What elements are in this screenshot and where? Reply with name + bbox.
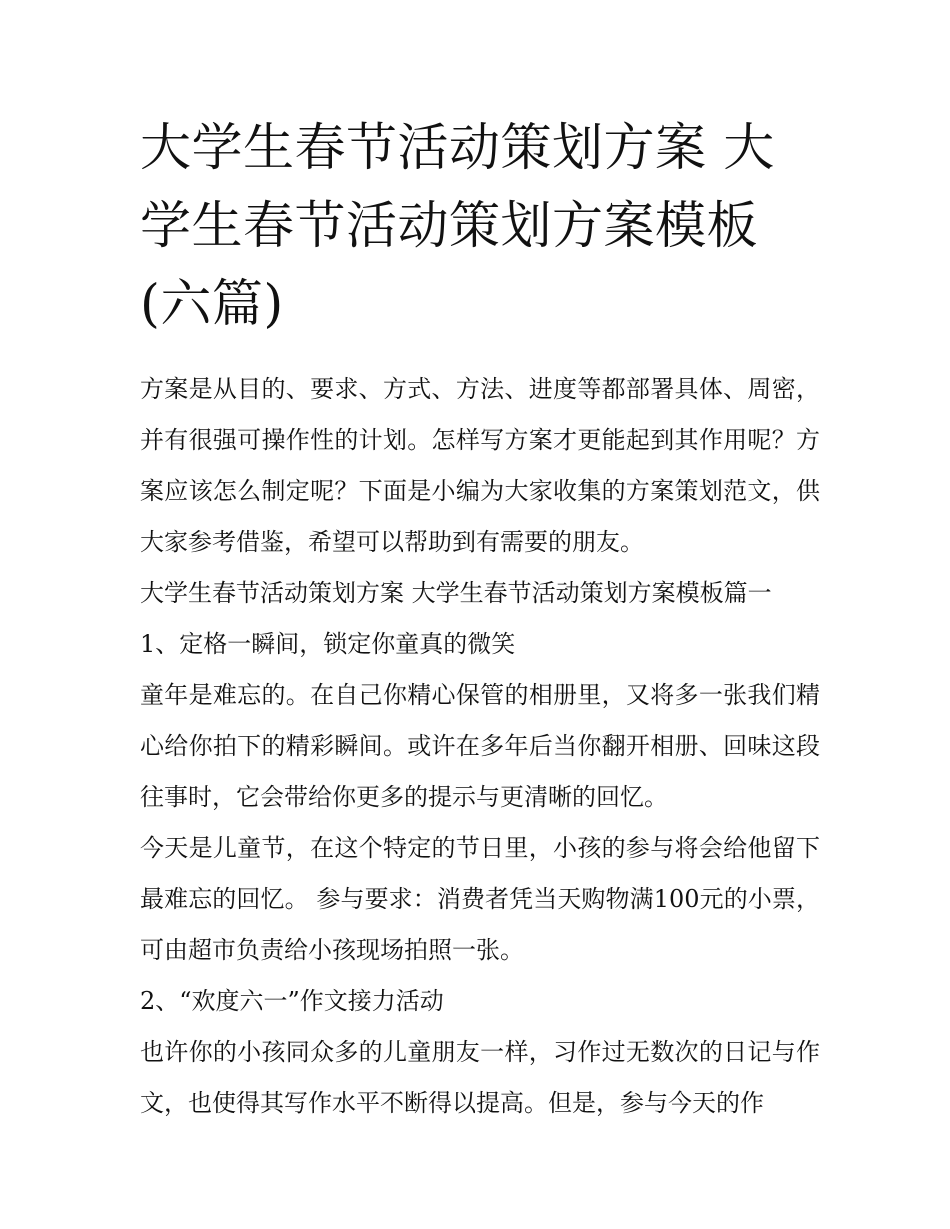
section-heading: 大学生春节活动策划方案 大学生春节活动策划方案模板篇一	[140, 579, 772, 607]
item-heading-2: 2、“欢度六一”作文接力活动	[140, 987, 444, 1015]
body-paragraph: 也许你的小孩同众多的儿童朋友一样，习作过无数次的日记与作文，也使得其写作水平不断得以提高。但是，参与今天的作	[140, 1038, 820, 1117]
intro-paragraph: 方案是从目的、要求、方式、方法、进度等都部署具体、周密，并有很强可操作性的计划。怎样写方案才更能起到其作用呢？方案应该怎么制定呢？下面是小编为大家收集的方案策划范文，供大家参考借鉴，希望可以帮助到有需要的朋友。	[140, 375, 820, 556]
item-heading-1: 1、定格一瞬间，锁定你童真的微笑	[140, 630, 516, 658]
body-paragraph: 今天是儿童节，在这个特定的节日里，小孩的参与将会给他留下最难忘的回忆。 参与要求：消费者凭当天购物满100元的小票，可由超市负责给小孩现场拍照一张。	[140, 834, 820, 964]
body-paragraph: 童年是难忘的。在自己你精心保管的相册里，又将多一张我们精心给你拍下的精彩瞬间。或许在多年后当你翻开相册、回味这段往事时，它会带给你更多的提示与更清晰的回忆。	[140, 681, 820, 811]
document-title: 大学生春节活动策划方案 大学生春节活动策划方案模板(六篇)	[140, 119, 775, 334]
document-page	[140, 110, 820, 1129]
document-body	[140, 364, 820, 1129]
